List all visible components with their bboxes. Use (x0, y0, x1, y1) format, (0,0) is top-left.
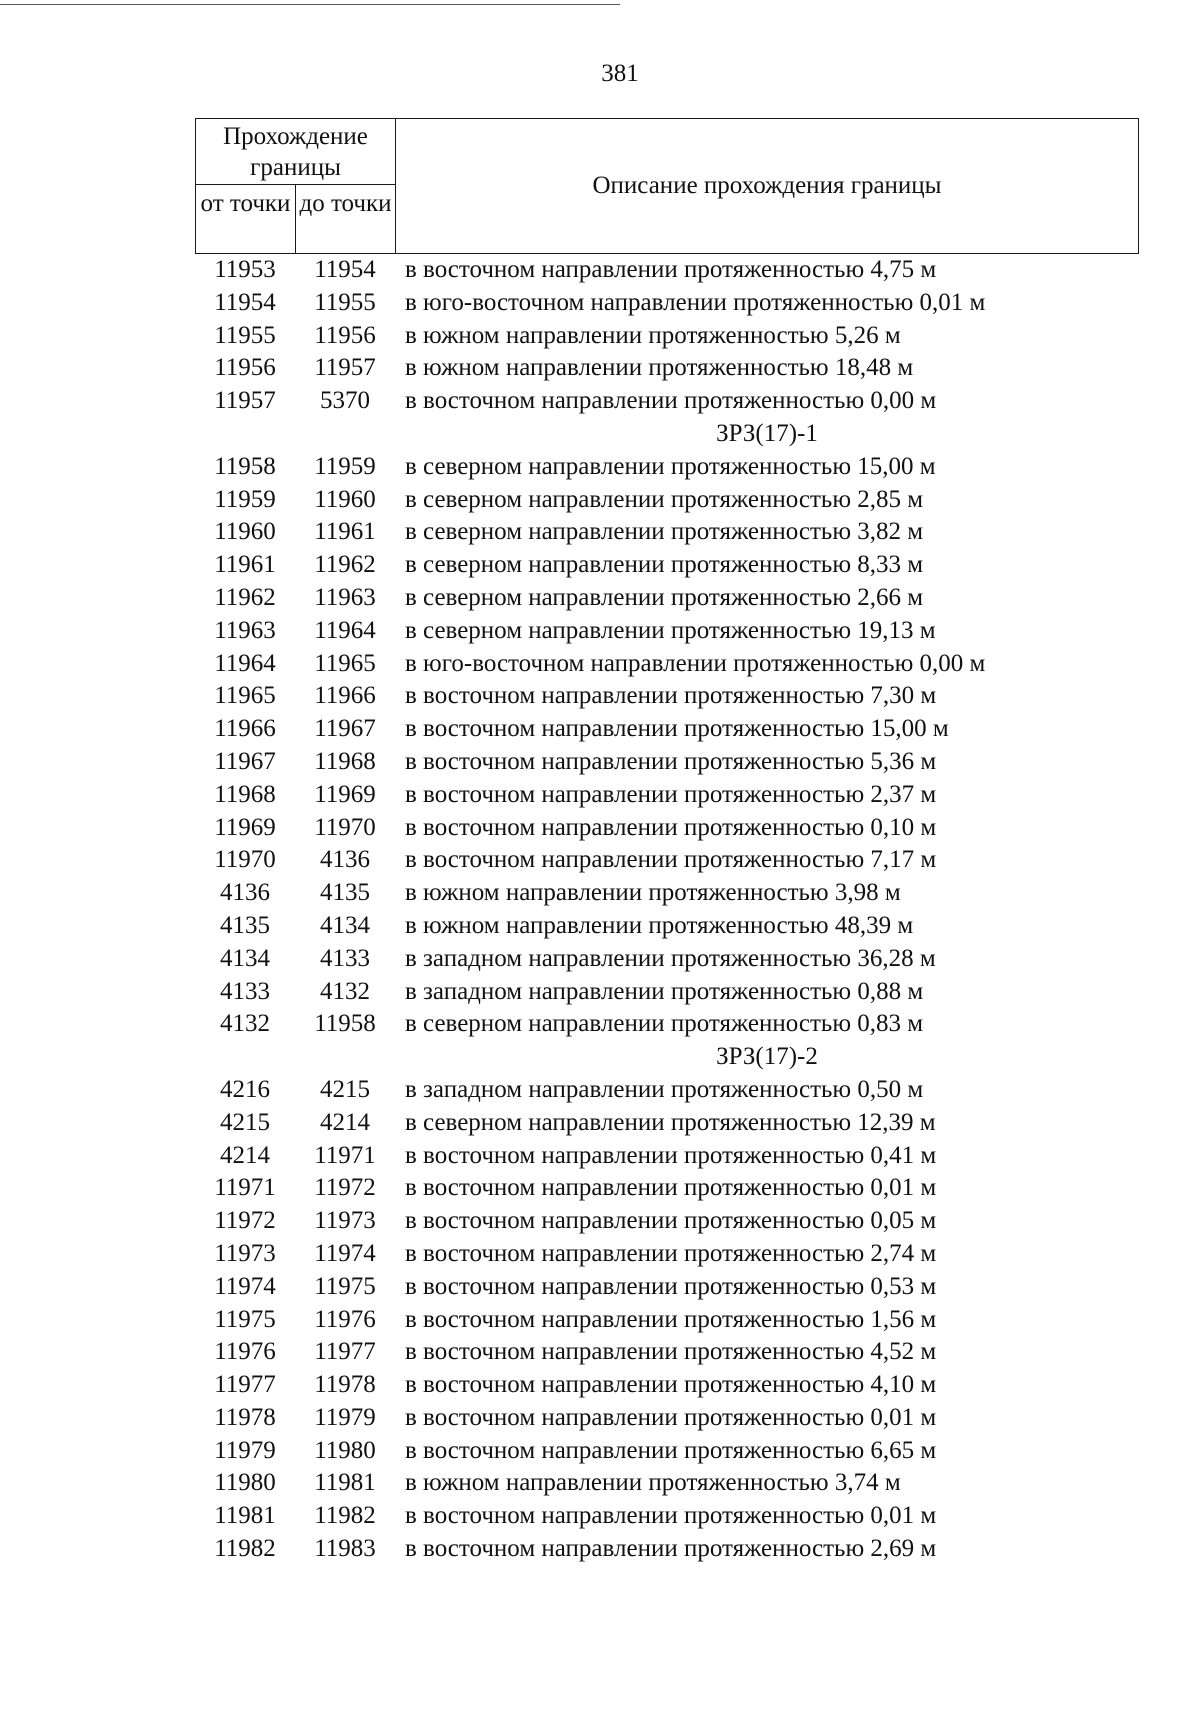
from-point: 4216 (220, 1075, 270, 1103)
from-point: 4215 (220, 1108, 270, 1136)
to-point: 11970 (314, 813, 376, 841)
table-row (195, 943, 1139, 976)
from-point: 11970 (214, 846, 276, 874)
from-point: 11962 (214, 583, 276, 611)
to-point: 11960 (314, 485, 376, 513)
to-point: 11968 (314, 747, 376, 775)
to-point: 4133 (320, 944, 370, 972)
boundary-description: в северном направлении протяженностью 3,82 м (405, 518, 924, 546)
to-point: 11963 (314, 583, 376, 611)
boundary-description: в восточном направлении протяженностью 0,01 м (405, 1403, 937, 1431)
table-row (195, 1467, 1139, 1500)
table-row (195, 910, 1139, 943)
boundary-description: в северном направлении протяженностью 2,66 м (405, 583, 924, 611)
to-point: 11980 (314, 1436, 376, 1464)
boundary-description: в южном направлении протяженностью 3,74 м (405, 1469, 901, 1497)
table-row (195, 287, 1139, 320)
from-point: 11968 (214, 780, 276, 808)
boundary-description: в восточном направлении протяженностью 15,00 м (405, 715, 949, 743)
boundary-description: в северном направлении протяженностью 12,39 м (405, 1108, 936, 1136)
table-row (195, 1074, 1139, 1107)
boundary-description: в южном направлении протяженностью 18,48 м (405, 354, 914, 382)
from-point: 11982 (214, 1535, 276, 1563)
boundary-description: в северном направлении протяженностью 0,83 м (405, 1010, 924, 1038)
table-body (195, 254, 1139, 1566)
from-point: 11955 (214, 321, 276, 349)
boundary-description: в восточном направлении протяженностью 0,10 м (405, 813, 937, 841)
table-row (195, 1140, 1139, 1173)
header-from-point: от точки (196, 185, 296, 253)
table-row (195, 549, 1139, 582)
table-row (195, 1402, 1139, 1435)
boundary-description: в восточном направлении протяженностью 0,53 м (405, 1272, 937, 1300)
boundary-description: в северном направлении протяженностью 2,85 м (405, 485, 924, 513)
table-row (195, 976, 1139, 1009)
boundary-description: в восточном направлении протяженностью 0,00 м (405, 387, 937, 415)
boundary-description: в восточном направлении протяженностью 7,17 м (405, 846, 937, 874)
table-row (195, 582, 1139, 615)
from-point: 11964 (214, 649, 276, 677)
from-point: 11979 (214, 1436, 276, 1464)
scan-edge-line (0, 4, 620, 5)
boundary-description: в восточном направлении протяженностью 7,30 м (405, 682, 937, 710)
from-point: 11957 (214, 387, 276, 415)
from-point: 11966 (214, 715, 276, 743)
table-row (195, 254, 1139, 287)
table-row (195, 320, 1139, 353)
from-point: 4134 (220, 944, 270, 972)
from-point: 11971 (214, 1174, 276, 1202)
to-point: 11977 (314, 1338, 376, 1366)
to-point: 4132 (320, 977, 370, 1005)
table-row (195, 844, 1139, 877)
from-point: 4214 (220, 1141, 270, 1169)
table-row (195, 1107, 1139, 1140)
to-point: 11955 (314, 288, 376, 316)
table-row (195, 1008, 1139, 1041)
to-point: 11978 (314, 1371, 376, 1399)
table-row (195, 713, 1139, 746)
from-point: 11975 (214, 1305, 276, 1333)
table-row (195, 1172, 1139, 1205)
boundary-description: в восточном направлении протяженностью 4,10 м (405, 1371, 937, 1399)
header-description: Описание прохождения границы (592, 172, 942, 199)
table-row (195, 451, 1139, 484)
from-point: 11965 (214, 682, 276, 710)
boundary-description: в западном направлении протяженностью 0,88 м (405, 977, 924, 1005)
table-row (195, 484, 1139, 517)
from-point: 4136 (220, 879, 270, 907)
table-row (195, 1238, 1139, 1271)
boundary-description: в восточном направлении протяженностью 1,56 м (405, 1305, 937, 1333)
boundary-description: в восточном направлении протяженностью 2,69 м (405, 1535, 937, 1563)
boundary-description: в восточном направлении протяженностью 0,05 м (405, 1207, 937, 1235)
table-row (195, 615, 1139, 648)
to-point: 11958 (314, 1010, 376, 1038)
to-point: 11981 (314, 1469, 376, 1497)
table-row (195, 746, 1139, 779)
from-point: 11972 (214, 1207, 276, 1235)
table-row (195, 1336, 1139, 1369)
boundary-description: в северном направлении протяженностью 8,33 м (405, 551, 924, 579)
from-point: 11953 (214, 256, 276, 283)
to-point: 11979 (314, 1403, 376, 1431)
to-point: 11966 (314, 682, 376, 710)
from-point: 11981 (214, 1502, 276, 1530)
section-heading: ЗРЗ(17)-2 (716, 1043, 818, 1071)
boundary-description: в восточном направлении протяженностью 4,52 м (405, 1338, 937, 1366)
to-point: 4134 (320, 911, 370, 939)
to-point: 11959 (314, 452, 376, 480)
table-row (195, 812, 1139, 845)
to-point: 11954 (314, 256, 376, 283)
table-row (195, 1435, 1139, 1468)
boundary-description: в западном направлении протяженностью 36,28 м (405, 944, 936, 972)
boundary-description: в восточном направлении протяженностью 2,37 м (405, 780, 937, 808)
boundary-description: в южном направлении протяженностью 5,26 м (405, 321, 901, 349)
to-point: 11969 (314, 780, 376, 808)
from-point: 4133 (220, 977, 270, 1005)
boundary-description: в южном направлении протяженностью 48,39 м (405, 911, 914, 939)
boundary-description: в западном направлении протяженностью 0,50 м (405, 1075, 924, 1103)
to-point: 11971 (314, 1141, 376, 1169)
from-point: 11974 (214, 1272, 276, 1300)
to-point: 11983 (314, 1535, 376, 1563)
to-point: 11982 (314, 1502, 376, 1530)
boundary-description: в северном направлении протяженностью 15,00 м (405, 452, 936, 480)
boundary-description: в восточном направлении протяженностью 0,41 м (405, 1141, 937, 1169)
to-point: 11972 (314, 1174, 376, 1202)
from-point: 11960 (214, 518, 276, 546)
boundary-description: в южном направлении протяженностью 3,98 м (405, 879, 901, 907)
from-point: 11973 (214, 1239, 276, 1267)
to-point: 11961 (314, 518, 376, 546)
to-point: 11964 (314, 616, 376, 644)
to-point: 4135 (320, 879, 370, 907)
table-row (195, 680, 1139, 713)
from-point: 11969 (214, 813, 276, 841)
boundary-description: в восточном направлении протяженностью 2,74 м (405, 1239, 937, 1267)
from-point: 11976 (214, 1338, 276, 1366)
table-header (195, 118, 1139, 254)
to-point: 11974 (314, 1239, 376, 1267)
from-point: 11956 (214, 354, 276, 382)
table-row (195, 1500, 1139, 1533)
table-row (195, 385, 1139, 418)
from-point: 11967 (214, 747, 276, 775)
from-point: 11980 (214, 1469, 276, 1497)
table-row (195, 352, 1139, 385)
from-point: 4135 (220, 911, 270, 939)
to-point: 4214 (320, 1108, 370, 1136)
to-point: 5370 (320, 387, 370, 415)
boundary-description: в восточном направлении протяженностью 6,65 м (405, 1436, 937, 1464)
to-point: 11957 (314, 354, 376, 382)
to-point: 11975 (314, 1272, 376, 1300)
from-point: 4132 (220, 1010, 270, 1038)
table-row (195, 877, 1139, 910)
table-row (195, 1369, 1139, 1402)
from-point: 11977 (214, 1371, 276, 1399)
to-point: 4215 (320, 1075, 370, 1103)
page-number: 381 (601, 60, 639, 87)
boundary-description: в юго-восточном направлении протяженностью 0,00 м (405, 649, 986, 677)
section-heading: ЗРЗ(17)-1 (716, 419, 818, 447)
to-point: 4136 (320, 846, 370, 874)
from-point: 11954 (214, 288, 276, 316)
to-point: 11956 (314, 321, 376, 349)
table-row (195, 516, 1139, 549)
table-row (195, 648, 1139, 681)
boundary-description: в восточном направлении протяженностью 0,01 м (405, 1502, 937, 1530)
to-point: 11967 (314, 715, 376, 743)
table-row (195, 1271, 1139, 1304)
to-point: 11973 (314, 1207, 376, 1235)
boundary-description: в северном направлении протяженностью 19,13 м (405, 616, 936, 644)
table-row (195, 1205, 1139, 1238)
table-row (195, 1533, 1139, 1566)
header-to-point: до точки (296, 185, 396, 253)
from-point: 11978 (214, 1403, 276, 1431)
boundary-description: в восточном направлении протяженностью 5,36 м (405, 747, 937, 775)
header-boundary-passage: Прохождение границы (196, 119, 396, 185)
to-point: 11962 (314, 551, 376, 579)
from-point: 11963 (214, 616, 276, 644)
from-point: 11958 (214, 452, 276, 480)
from-point: 11959 (214, 485, 276, 513)
table-row (195, 779, 1139, 812)
to-point: 11965 (314, 649, 376, 677)
to-point: 11976 (314, 1305, 376, 1333)
boundary-description: в восточном направлении протяженностью 4,75 м (405, 256, 937, 283)
boundary-description: в юго-восточном направлении протяженностью 0,01 м (405, 288, 986, 316)
boundary-description: в восточном направлении протяженностью 0,01 м (405, 1174, 937, 1202)
table-row (195, 1304, 1139, 1337)
from-point: 11961 (214, 551, 276, 579)
